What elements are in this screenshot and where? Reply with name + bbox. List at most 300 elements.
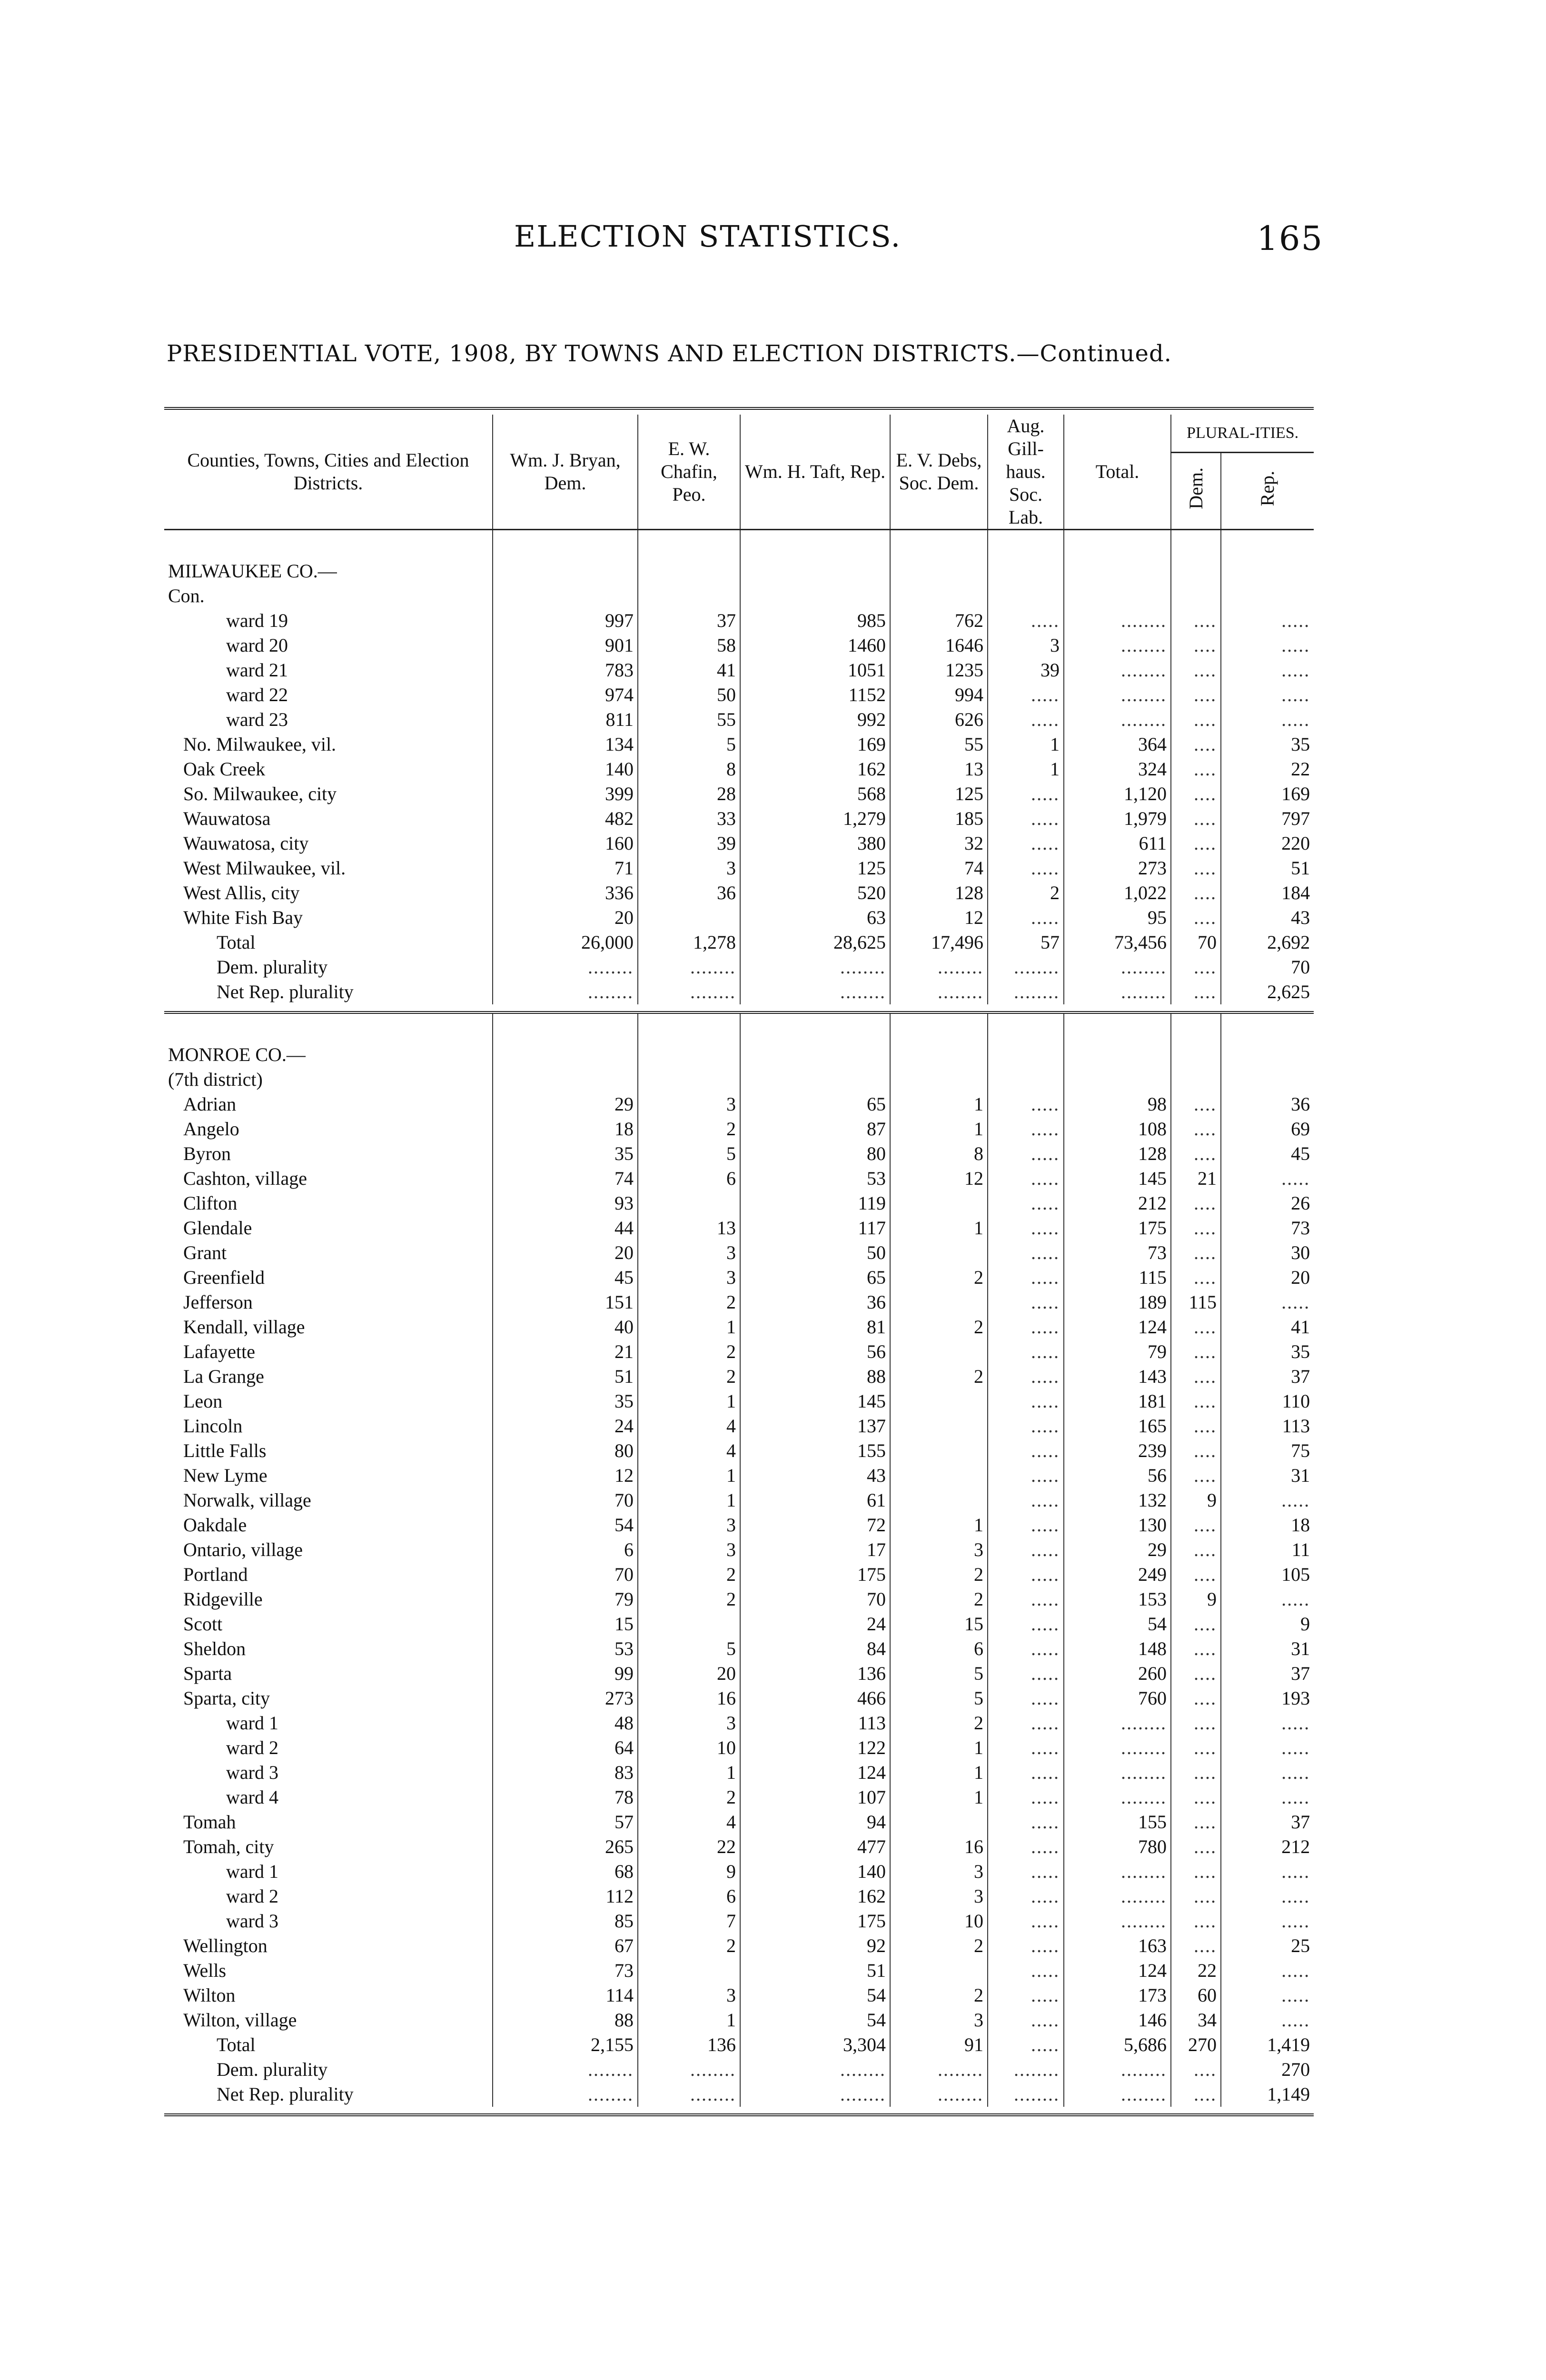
vote-dem — [1171, 1661, 1221, 1686]
vote-total: 324 — [1064, 757, 1171, 782]
vote-rep: 45 — [1221, 1141, 1314, 1166]
table-row — [164, 1810, 1314, 1835]
vote-table-body — [164, 408, 1314, 2115]
vote-debs: 1 — [890, 1735, 988, 1760]
dotted-leader — [890, 2057, 988, 2082]
vote-rep: 37 — [1221, 1661, 1314, 1686]
table-row — [164, 1686, 1314, 1711]
vote-dem — [1171, 1711, 1221, 1735]
vote-taft: 520 — [740, 881, 890, 905]
vote-bryan: 48 — [493, 1711, 638, 1735]
vote-debs: 626 — [890, 707, 988, 732]
vote-gill: 3 — [988, 633, 1064, 658]
double-rule-line — [164, 1004, 1314, 1012]
vote-rep — [1221, 1958, 1314, 1983]
total-taft: 28,625 — [740, 930, 890, 955]
vote-bryan: 21 — [493, 1339, 638, 1364]
vote-bryan: 78 — [493, 1785, 638, 1810]
place-name: Glendale — [183, 1217, 252, 1239]
table-row — [164, 1488, 1314, 1513]
place-name: Wauwatosa, city — [183, 833, 309, 854]
table-row — [164, 1414, 1314, 1438]
total-bryan: 26,000 — [493, 930, 638, 955]
vote-bryan: 88 — [493, 2008, 638, 2033]
vote-gill — [988, 683, 1064, 707]
vote-bryan: 20 — [493, 905, 638, 930]
vote-total: 1,120 — [1064, 782, 1171, 806]
vote-dem — [1171, 1909, 1221, 1934]
net-plurality-row — [164, 980, 1314, 1004]
vote-bryan: 6 — [493, 1537, 638, 1562]
vote-chafin: 5 — [638, 732, 740, 757]
vote-rep: 69 — [1221, 1117, 1314, 1141]
vote-rep: 113 — [1221, 1414, 1314, 1438]
total-dem: 270 — [1171, 2033, 1221, 2057]
vote-dem — [1171, 757, 1221, 782]
vote-rep: 31 — [1221, 1636, 1314, 1661]
empty-cell — [890, 1042, 988, 1067]
vote-bryan: 974 — [493, 683, 638, 707]
header-rep — [1221, 452, 1314, 529]
vote-dem — [1171, 1216, 1221, 1240]
vote-taft: 24 — [740, 1612, 890, 1636]
dotted-leader — [1064, 955, 1171, 980]
vote-debs: 1 — [890, 1760, 988, 1785]
vote-rep: 75 — [1221, 1438, 1314, 1463]
dotted-leader — [493, 2057, 638, 2082]
vote-total: 155 — [1064, 1810, 1171, 1835]
place-name: Sheldon — [183, 1638, 246, 1659]
vote-taft: 1051 — [740, 658, 890, 683]
gap-cell — [890, 1012, 988, 1042]
vote-dem — [1171, 1760, 1221, 1785]
vote-dem — [1171, 1265, 1221, 1290]
vote-bryan: 35 — [493, 1141, 638, 1166]
vote-taft: 65 — [740, 1265, 890, 1290]
header-gillhaus: Aug. Gill-haus. Soc. Lab. — [988, 415, 1064, 530]
place-name: Scott — [183, 1613, 223, 1635]
vote-chafin — [638, 1958, 740, 1983]
vote-dem — [1171, 806, 1221, 831]
place-name: West Milwaukee, vil. — [183, 857, 346, 879]
vote-rep: 797 — [1221, 806, 1314, 831]
vote-total: 273 — [1064, 856, 1171, 881]
table-row — [164, 658, 1314, 683]
vote-gill — [988, 1339, 1064, 1364]
vote-chafin: 13 — [638, 1216, 740, 1240]
empty-cell — [638, 1042, 740, 1067]
vote-debs: 125 — [890, 782, 988, 806]
table-row — [164, 1339, 1314, 1364]
vote-chafin: 39 — [638, 831, 740, 856]
table-row — [164, 1438, 1314, 1463]
gap-cell — [1221, 530, 1314, 559]
page-number: 165 — [1257, 219, 1323, 258]
vote-rep: 43 — [1221, 905, 1314, 930]
empty-cell — [1064, 1067, 1171, 1092]
vote-chafin: 3 — [638, 1711, 740, 1735]
vote-chafin: 16 — [638, 1686, 740, 1711]
vote-total: 145 — [1064, 1166, 1171, 1191]
vote-chafin: 5 — [638, 1636, 740, 1661]
vote-chafin: 1 — [638, 2008, 740, 2033]
vote-taft: 43 — [740, 1463, 890, 1488]
vote-debs: 994 — [890, 683, 988, 707]
place-name: Wilton, village — [183, 2009, 297, 2031]
vote-gill — [988, 1711, 1064, 1735]
vote-chafin: 58 — [638, 633, 740, 658]
vote-gill — [988, 1117, 1064, 1141]
vote-debs: 6 — [890, 1636, 988, 1661]
vote-taft: 140 — [740, 1859, 890, 1884]
vote-dem — [1171, 1240, 1221, 1265]
vote-debs: 13 — [890, 757, 988, 782]
vote-rep: 18 — [1221, 1513, 1314, 1537]
table-row — [164, 1711, 1314, 1735]
vote-taft: 117 — [740, 1216, 890, 1240]
vote-bryan: 68 — [493, 1859, 638, 1884]
net-plurality-value: 1,149 — [1221, 2082, 1314, 2107]
vote-bryan: 482 — [493, 806, 638, 831]
table-row — [164, 683, 1314, 707]
vote-total — [1064, 1884, 1171, 1909]
vote-gill — [988, 905, 1064, 930]
dotted-leader — [1171, 980, 1221, 1004]
vote-rep: 193 — [1221, 1686, 1314, 1711]
vote-total: 760 — [1064, 1686, 1171, 1711]
dotted-leader — [1064, 2057, 1171, 2082]
vote-debs: 1 — [890, 1513, 988, 1537]
place-name: Kendall, village — [183, 1316, 305, 1338]
vote-debs: 1 — [890, 1092, 988, 1117]
vote-bryan: 811 — [493, 707, 638, 732]
vote-rep: 184 — [1221, 881, 1314, 905]
header-pluralities: PLURAL-ITIES. — [1171, 415, 1314, 452]
vote-gill: 1 — [988, 732, 1064, 757]
vote-gill — [988, 1835, 1064, 1859]
vote-bryan: 99 — [493, 1661, 638, 1686]
vote-taft: 61 — [740, 1488, 890, 1513]
vote-bryan: 70 — [493, 1488, 638, 1513]
vote-taft: 162 — [740, 757, 890, 782]
running-head-title: ELECTION STATISTICS. — [514, 219, 902, 254]
vote-dem: 9 — [1171, 1587, 1221, 1612]
vote-dem: 9 — [1171, 1488, 1221, 1513]
dem-plurality-row — [164, 2057, 1314, 2082]
vote-debs: 3 — [890, 1884, 988, 1909]
vote-bryan: 901 — [493, 633, 638, 658]
empty-cell — [1221, 559, 1314, 584]
place-name: ward 19 — [226, 610, 288, 631]
table-row — [164, 1389, 1314, 1414]
vote-rep: 9 — [1221, 1612, 1314, 1636]
table-row — [164, 1983, 1314, 2008]
vote-bryan: 70 — [493, 1562, 638, 1587]
vote-chafin: 1 — [638, 1315, 740, 1339]
vote-taft: 992 — [740, 707, 890, 732]
empty-cell — [638, 584, 740, 608]
vote-debs — [890, 1438, 988, 1463]
vote-total — [1064, 1711, 1171, 1735]
header-dem — [1171, 452, 1221, 529]
vote-bryan: 53 — [493, 1636, 638, 1661]
vote-total: 364 — [1064, 732, 1171, 757]
vote-gill — [988, 1636, 1064, 1661]
county-heading-milwaukee-row — [164, 559, 1314, 584]
vote-total: 146 — [1064, 2008, 1171, 2033]
place-name: Byron — [183, 1143, 231, 1164]
double-rule-line — [164, 2107, 1314, 2115]
vote-gill — [988, 1240, 1064, 1265]
vote-taft: 54 — [740, 2008, 890, 2033]
vote-dem — [1171, 1117, 1221, 1141]
vote-taft: 84 — [740, 1636, 890, 1661]
gap-cell — [740, 530, 890, 559]
gap-cell — [988, 530, 1064, 559]
total-gill — [988, 2033, 1064, 2057]
vote-taft: 92 — [740, 1934, 890, 1958]
place-name: Wellington — [183, 1935, 268, 1956]
vote-dem — [1171, 856, 1221, 881]
dotted-leader — [1064, 980, 1171, 1004]
vote-debs — [890, 1339, 988, 1364]
table-row — [164, 1909, 1314, 1934]
place-name: West Allis, city — [183, 882, 300, 903]
vote-debs: 5 — [890, 1686, 988, 1711]
vote-taft: 87 — [740, 1117, 890, 1141]
dotted-leader — [988, 955, 1064, 980]
vote-debs: 2 — [890, 1711, 988, 1735]
vote-rep: 169 — [1221, 782, 1314, 806]
vote-taft: 17 — [740, 1537, 890, 1562]
vote-total: 1,022 — [1064, 881, 1171, 905]
vote-debs: 3 — [890, 1537, 988, 1562]
total-dem: 70 — [1171, 930, 1221, 955]
vote-dem: 34 — [1171, 2008, 1221, 2033]
vote-bryan: 57 — [493, 1810, 638, 1835]
vote-total: 249 — [1064, 1562, 1171, 1587]
county-subheading-monroe-row — [164, 1067, 1314, 1092]
vote-rep — [1221, 683, 1314, 707]
table-row — [164, 1166, 1314, 1191]
vote-gill — [988, 1859, 1064, 1884]
vote-total: 56 — [1064, 1463, 1171, 1488]
place-name: Greenfield — [183, 1267, 265, 1288]
vote-rep — [1221, 633, 1314, 658]
vote-dem — [1171, 1339, 1221, 1364]
dotted-leader — [1171, 955, 1221, 980]
place-name: Wauwatosa — [183, 808, 271, 829]
place-name: Little Falls — [183, 1440, 267, 1461]
dotted-leader — [638, 980, 740, 1004]
vote-bryan: 12 — [493, 1463, 638, 1488]
total-rep: 2,692 — [1221, 930, 1314, 955]
vote-total: 165 — [1064, 1414, 1171, 1438]
vote-total: 1,979 — [1064, 806, 1171, 831]
place-name: Grant — [183, 1242, 227, 1263]
table-row — [164, 2008, 1314, 2033]
dotted-leader — [890, 2082, 988, 2107]
vote-gill — [988, 1587, 1064, 1612]
table-row — [164, 1612, 1314, 1636]
vote-gill: 39 — [988, 658, 1064, 683]
vote-total: 181 — [1064, 1389, 1171, 1414]
vote-rep — [1221, 1909, 1314, 1934]
vote-debs: 74 — [890, 856, 988, 881]
vote-dem — [1171, 683, 1221, 707]
vote-rep: 31 — [1221, 1463, 1314, 1488]
vote-bryan: 44 — [493, 1216, 638, 1240]
dotted-leader — [493, 955, 638, 980]
vote-debs: 1 — [890, 1785, 988, 1810]
total-label: Total — [217, 932, 256, 953]
place-name: No. Milwaukee, vil. — [183, 734, 337, 755]
vote-taft: 107 — [740, 1785, 890, 1810]
vote-debs — [890, 1810, 988, 1835]
vote-chafin: 2 — [638, 1934, 740, 1958]
vote-rep: 26 — [1221, 1191, 1314, 1216]
empty-cell — [740, 1042, 890, 1067]
vote-dem — [1171, 608, 1221, 633]
vote-dem — [1171, 1141, 1221, 1166]
vote-total: 153 — [1064, 1587, 1171, 1612]
vote-total: 611 — [1064, 831, 1171, 856]
vote-chafin: 2 — [638, 1117, 740, 1141]
vote-total: 115 — [1064, 1265, 1171, 1290]
county-subheading-milwaukee-row — [164, 584, 1314, 608]
vote-total: 148 — [1064, 1636, 1171, 1661]
vote-taft: 70 — [740, 1587, 890, 1612]
total-row — [164, 2033, 1314, 2057]
vote-gill — [988, 1562, 1064, 1587]
vote-chafin: 3 — [638, 1513, 740, 1537]
vote-bryan: 15 — [493, 1612, 638, 1636]
vote-chafin: 2 — [638, 1290, 740, 1315]
vote-rep: 37 — [1221, 1364, 1314, 1389]
empty-cell — [493, 559, 638, 584]
gap-cell — [164, 530, 493, 559]
vote-bryan: 997 — [493, 608, 638, 633]
section-gap — [164, 1012, 1314, 1042]
vote-chafin: 55 — [638, 707, 740, 732]
vote-gill — [988, 806, 1064, 831]
table-row — [164, 1191, 1314, 1216]
header-dem-label: Dem. — [1185, 467, 1207, 509]
place-name: ward 21 — [226, 659, 288, 681]
vote-chafin: 3 — [638, 1092, 740, 1117]
place-name: Portland — [183, 1564, 248, 1585]
county-heading-monroe: MONROE CO.— — [168, 1044, 306, 1065]
vote-gill — [988, 856, 1064, 881]
vote-total: 108 — [1064, 1117, 1171, 1141]
table-row — [164, 806, 1314, 831]
place-name: ward 3 — [226, 1910, 278, 1932]
vote-rep: 30 — [1221, 1240, 1314, 1265]
vote-rep — [1221, 1859, 1314, 1884]
vote-bryan: 83 — [493, 1760, 638, 1785]
empty-cell — [638, 1067, 740, 1092]
vote-taft: 175 — [740, 1909, 890, 1934]
vote-rep: 36 — [1221, 1092, 1314, 1117]
vote-chafin: 41 — [638, 658, 740, 683]
vote-bryan: 71 — [493, 856, 638, 881]
place-name: ward 22 — [226, 684, 288, 705]
dotted-leader — [988, 2082, 1064, 2107]
vote-gill — [988, 1909, 1064, 1934]
vote-dem — [1171, 1785, 1221, 1810]
vote-total: 98 — [1064, 1092, 1171, 1117]
vote-chafin: 4 — [638, 1438, 740, 1463]
vote-chafin: 33 — [638, 806, 740, 831]
vote-taft: 1,279 — [740, 806, 890, 831]
dotted-leader — [740, 980, 890, 1004]
vote-gill — [988, 608, 1064, 633]
table-row — [164, 1760, 1314, 1785]
vote-rep: 110 — [1221, 1389, 1314, 1414]
place-name: Oak Creek — [183, 758, 266, 780]
vote-total: 124 — [1064, 1315, 1171, 1339]
vote-dem — [1171, 1463, 1221, 1488]
vote-dem — [1171, 1092, 1221, 1117]
vote-chafin: 2 — [638, 1364, 740, 1389]
vote-total — [1064, 707, 1171, 732]
table-title: PRESIDENTIAL VOTE, 1908, BY TOWNS AND ELECTION DISTRICTS.—Continued. — [167, 340, 1172, 367]
vote-dem — [1171, 1315, 1221, 1339]
place-name: ward 2 — [226, 1885, 278, 1907]
empty-cell — [740, 1067, 890, 1092]
vote-taft: 155 — [740, 1438, 890, 1463]
vote-gill — [988, 1735, 1064, 1760]
header-debs: E. V. Debs, Soc. Dem. — [890, 415, 988, 530]
vote-bryan: 160 — [493, 831, 638, 856]
vote-debs: 2 — [890, 1562, 988, 1587]
vote-chafin: 22 — [638, 1835, 740, 1859]
vote-table — [164, 407, 1314, 2116]
gap-cell — [1221, 1012, 1314, 1042]
vote-rep — [1221, 1587, 1314, 1612]
vote-gill — [988, 1389, 1064, 1414]
table-row — [164, 1240, 1314, 1265]
vote-dem — [1171, 831, 1221, 856]
gap-cell — [1171, 1012, 1221, 1042]
vote-rep: 73 — [1221, 1216, 1314, 1240]
vote-dem — [1171, 1810, 1221, 1835]
vote-total: 212 — [1064, 1191, 1171, 1216]
vote-gill — [988, 1513, 1064, 1537]
dotted-leader — [493, 2082, 638, 2107]
vote-dem — [1171, 1414, 1221, 1438]
place-name: La Grange — [183, 1366, 264, 1387]
vote-dem — [1171, 782, 1221, 806]
place-name: Adrian — [183, 1093, 237, 1115]
vote-rep: 22 — [1221, 757, 1314, 782]
vote-debs: 128 — [890, 881, 988, 905]
empty-cell — [740, 584, 890, 608]
header-taft: Wm. H. Taft, Rep. — [740, 415, 890, 530]
vote-bryan: 18 — [493, 1117, 638, 1141]
vote-total — [1064, 1859, 1171, 1884]
vote-debs: 185 — [890, 806, 988, 831]
gap-cell — [1064, 1012, 1171, 1042]
table-row — [164, 1835, 1314, 1859]
place-name: Jefferson — [183, 1291, 253, 1313]
vote-rep — [1221, 658, 1314, 683]
vote-rep: 212 — [1221, 1835, 1314, 1859]
vote-taft: 145 — [740, 1389, 890, 1414]
table-row — [164, 856, 1314, 881]
dotted-leader — [890, 980, 988, 1004]
vote-dem: 21 — [1171, 1166, 1221, 1191]
